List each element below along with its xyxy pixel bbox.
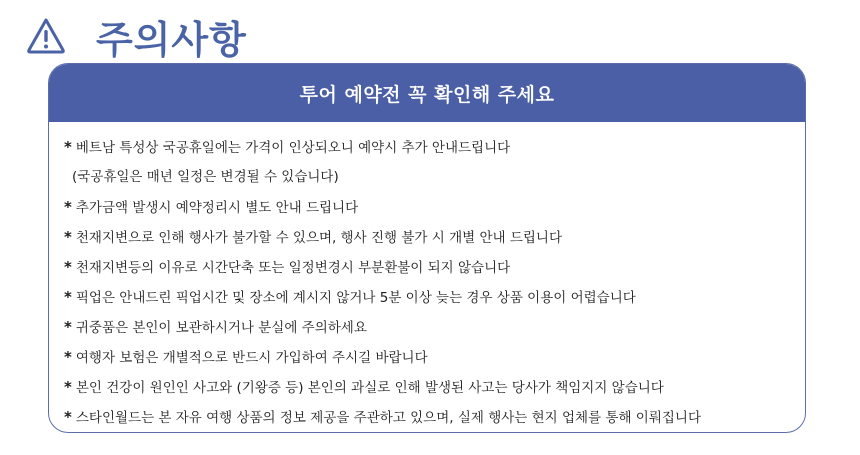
bullet-marker: * — [64, 378, 72, 396]
notice-item — [64, 222, 805, 252]
notice-text: (국공휴일은 매년 일정은 변경될 수 있습니다) — [72, 169, 339, 185]
notice-item — [64, 342, 805, 372]
notice-text: 베트남 특성상 국공휴일에는 가격이 인상되오니 예약시 추가 안내드립니다 — [75, 140, 511, 156]
bullet-marker: * — [64, 288, 72, 306]
bullet-marker: * — [64, 138, 72, 156]
bullet-marker: * — [64, 198, 72, 216]
notice-list — [49, 122, 805, 432]
notice-text: 픽업은 안내드린 픽업시간 및 장소에 계시지 않거나 5분 이상 늦는 경우 상품 이용이 어렵습니다 — [75, 290, 636, 306]
notice-item — [64, 282, 805, 312]
notice-text: 귀중품은 본인이 보관하시거나 분실에 주의하세요 — [75, 320, 367, 336]
notice-text: 스타인월드는 본 자유 여행 상품의 정보 제공을 주관하고 있으며, 실제 행사는 현지 업체를 통해 이뤄집니다 — [75, 410, 701, 426]
notice-text: 추가금액 발생시 예약정리시 별도 안내 드립니다 — [75, 200, 359, 216]
notice-item — [64, 162, 805, 192]
notice-item — [64, 192, 805, 222]
notice-item — [64, 312, 805, 342]
notice-card — [48, 63, 806, 433]
bullet-marker: * — [64, 228, 72, 246]
notice-text: 천재지변으로 인해 행사가 불가할 수 있으며, 행사 진행 불가 시 개별 안내 드립니다 — [75, 230, 562, 246]
notice-text: 본인 건강이 원인인 사고와 (기왕증 등) 본인의 과실로 인해 발생된 사고는 당사가 책임지지 않습니다 — [75, 380, 664, 396]
bullet-marker: * — [64, 258, 72, 276]
warning-triangle-icon — [26, 16, 66, 56]
bullet-marker: * — [64, 318, 72, 336]
page-title: 주의사항 — [96, 17, 247, 62]
notice-text: 여행자 보험은 개별적으로 반드시 가입하여 주시길 바랍니다 — [75, 350, 428, 366]
bullet-marker: * — [64, 408, 72, 426]
notice-item — [64, 132, 805, 162]
bullet-marker: * — [64, 348, 72, 366]
page-header — [26, 12, 247, 60]
notice-item — [64, 402, 805, 432]
notice-banner: 투어 예약전 꼭 확인해 주세요 — [49, 64, 805, 122]
notice-item — [64, 252, 805, 282]
notice-text: 천재지변등의 이유로 시간단축 또는 일정변경시 부분환불이 되지 않습니다 — [75, 260, 511, 276]
notice-item — [64, 372, 805, 402]
